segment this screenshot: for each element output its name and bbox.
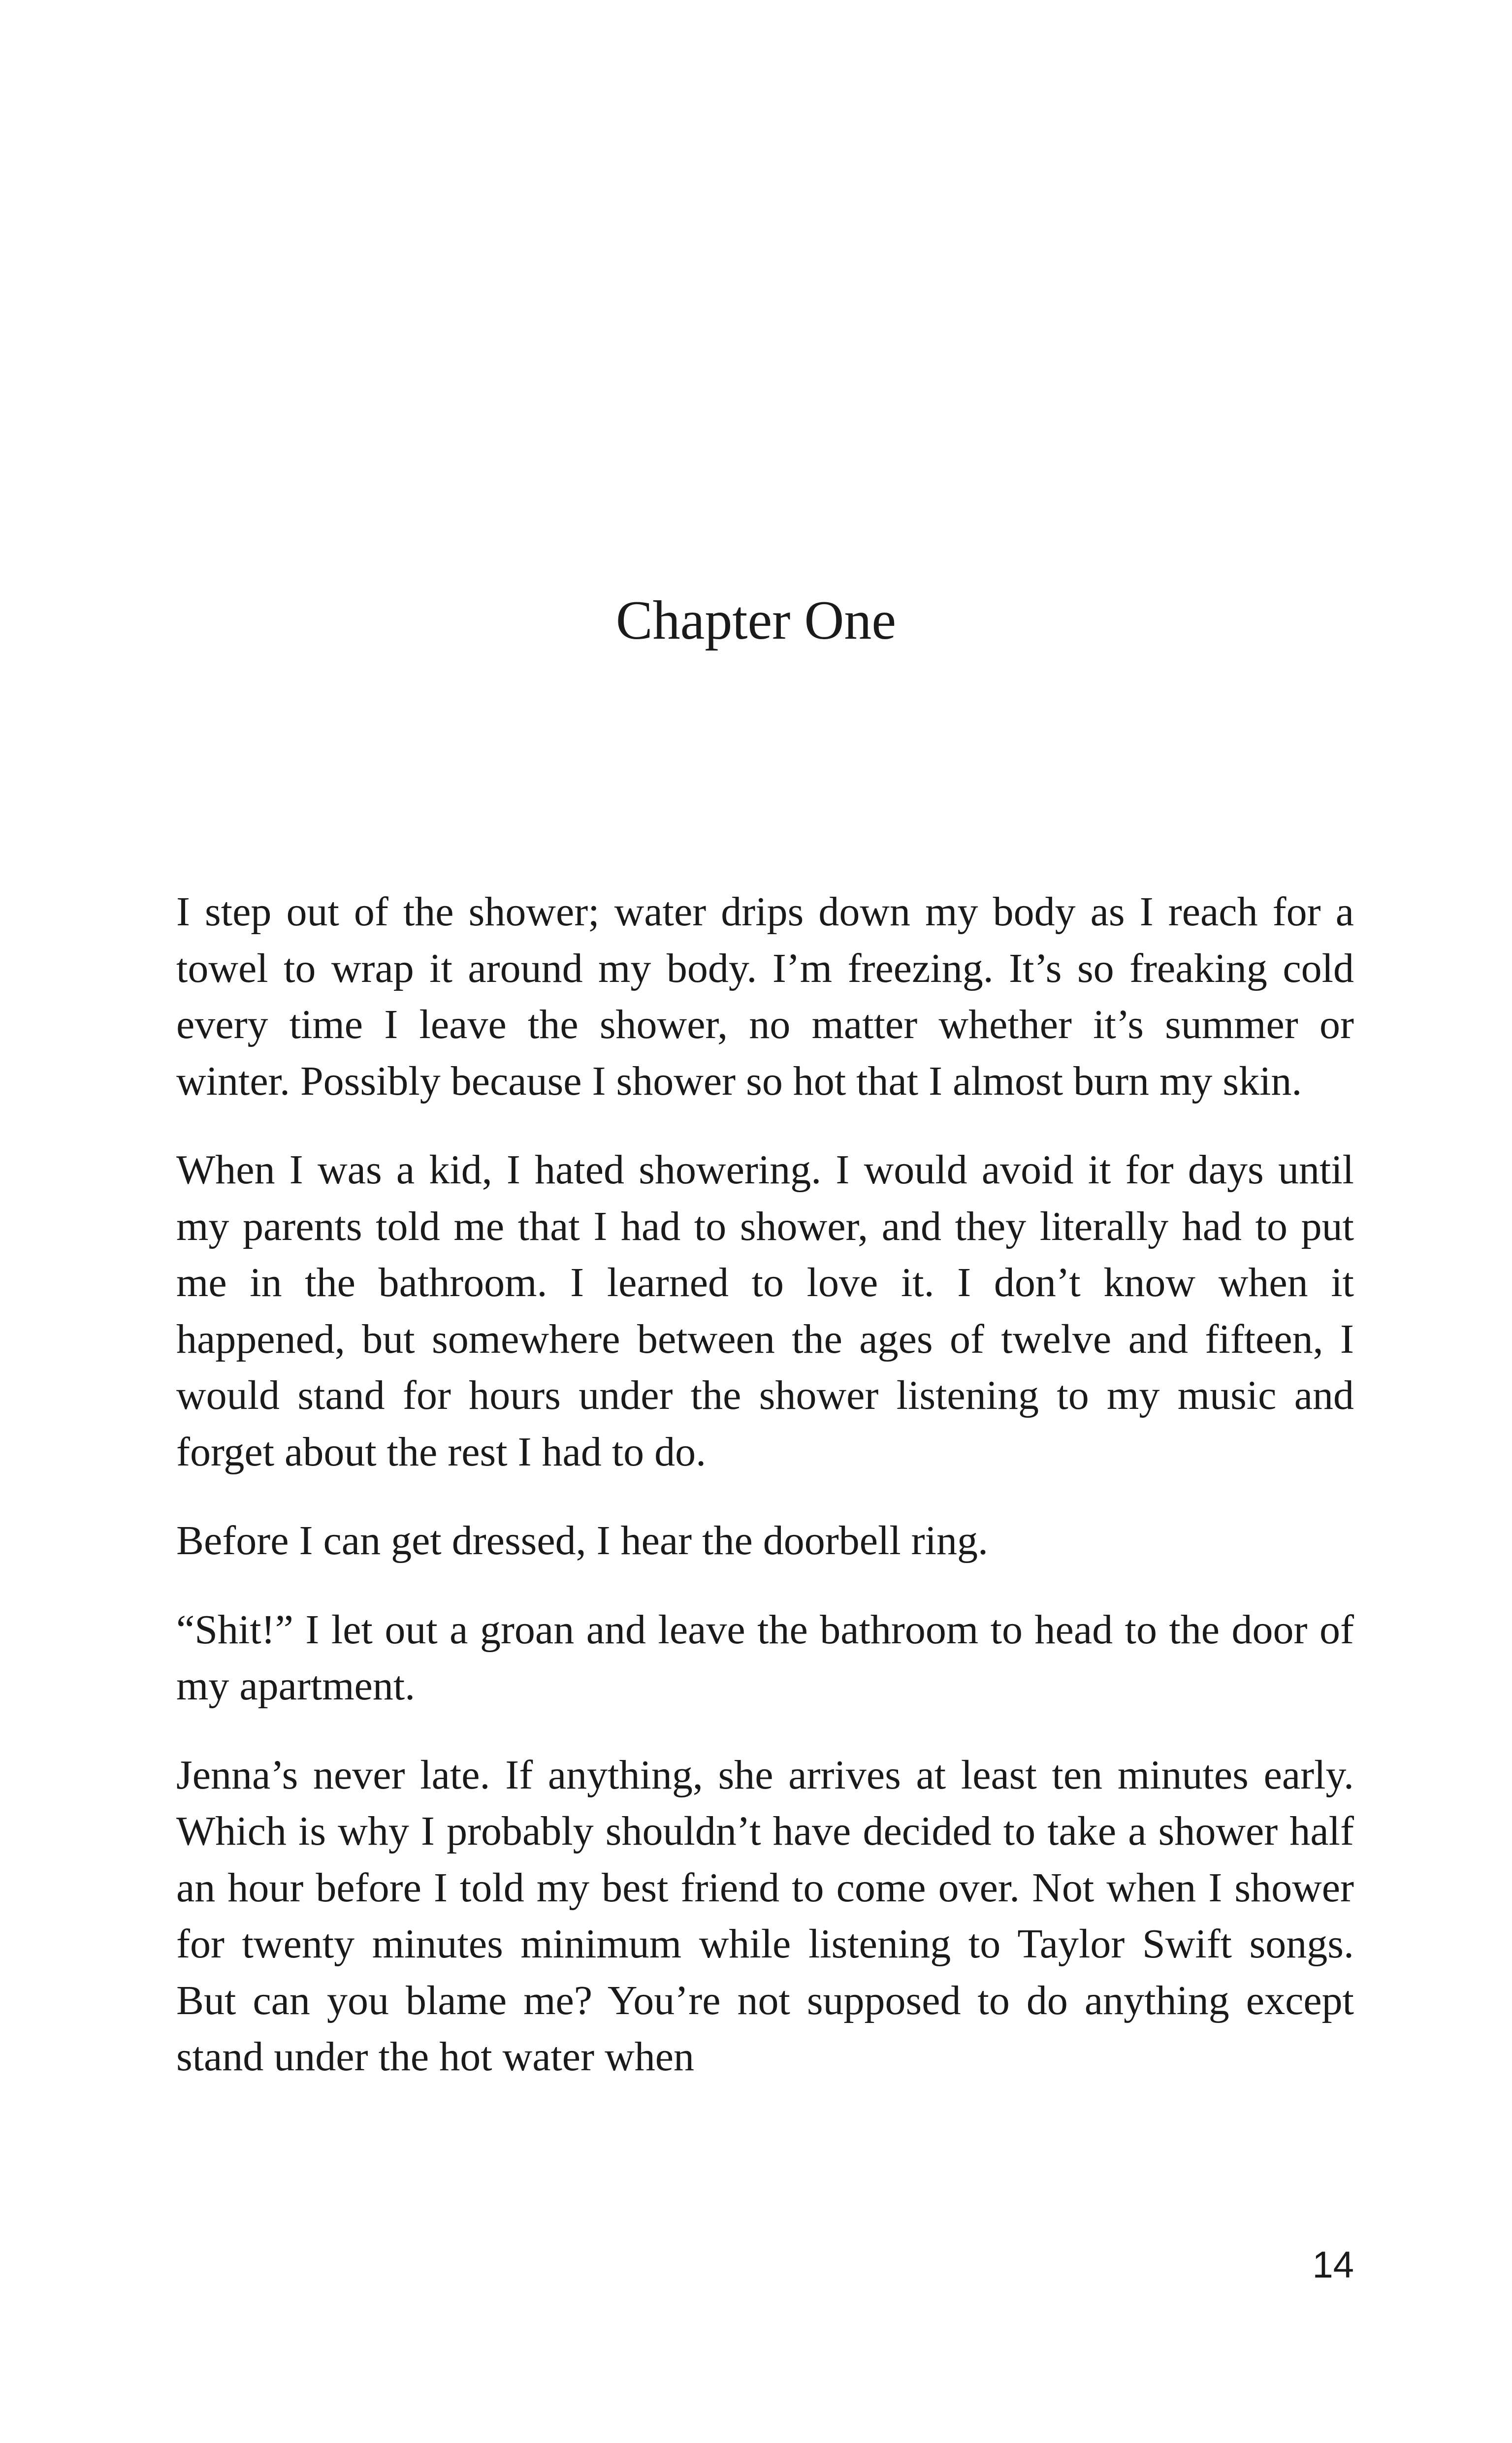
paragraph: Before I can get dressed, I hear the doorbell ring. <box>176 1518 988 1564</box>
chapter-body <box>176 884 1354 2118</box>
paragraph: Jenna’s never late. If anything, she arrives at least ten minutes early. Which is why I probably shouldn’t have decided to take a shower half an hour before I told my best friend to come over. Not when I shower for twenty minutes minimum while listening to Taylor Swift songs. But can you blame me? You’re not supposed to do anything except stand under the hot water when <box>176 1752 1354 2080</box>
page-number: 14 <box>1312 2244 1354 2286</box>
paragraph: When I was a kid, I hated showering. I would avoid it for days until my parents told me that I had to shower, and they literally had to put me in the bathroom. I learned to love it. I don’t know when it happened, but somewhere between the ages of twelve and fifteen, I would stand for hours under the shower listening to my music and forget about the rest I had to do. <box>176 1147 1354 1475</box>
paragraph: “Shit!” I let out a groan and leave the bathroom to head to the door of my apartment. <box>176 1606 1354 1709</box>
chapter-title: Chapter One <box>615 590 897 651</box>
paragraph: I step out of the shower; water drips down my body as I reach for a towel to wrap it around my body. I’m freezing. It’s so freaking cold every time I leave the shower, no matter whether it’s summer or winter. Possibly because I shower so hot that I almost burn my skin. <box>176 889 1354 1104</box>
